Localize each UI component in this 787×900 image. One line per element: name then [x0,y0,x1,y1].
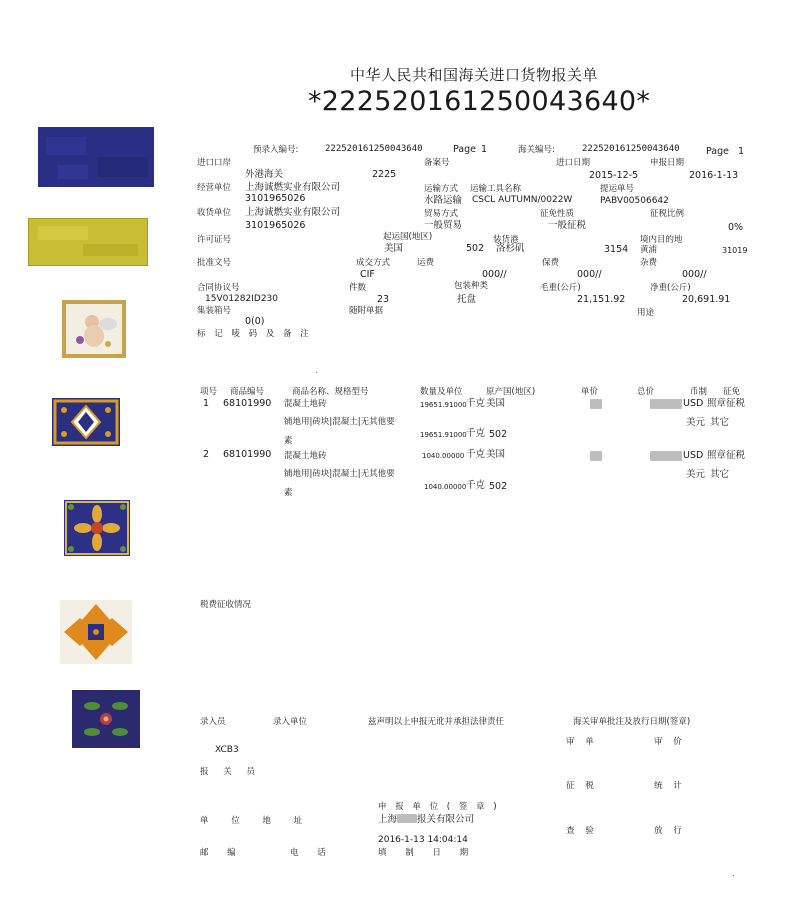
declare-company [378,814,474,825]
deal-mode-label: 成交方式 [356,258,391,268]
insurance-value: 000// [577,269,602,280]
page-label-left: Page [453,144,476,155]
tile-image-orange-cross [60,600,132,664]
item-unit-legal: 千克 [466,428,486,439]
item-no: 2 [203,449,210,460]
item-currency: USD [683,450,704,461]
inspect-label: 查 验 [566,826,598,836]
tile-image-flower [64,500,130,556]
port-value: 外港海关 [245,169,284,180]
item-name: 混凝土地砖 [284,451,327,461]
customs-approval-label: 海关审单批注及放行日期(签章) [573,717,691,727]
tile-texture [64,500,130,556]
levy-nature-label: 征免性质 [540,209,575,219]
approval-label: 批准文号 [197,258,232,268]
tile-texture [38,127,154,187]
docs-label: 随附单据 [349,306,384,316]
col-total-price: 总价 [637,387,655,397]
item-code: 68101990 [223,449,272,460]
item-qty: 19651.91000 [420,401,467,409]
origin-country-code: 502 [466,243,485,254]
declare-unit-label: 申 报 单 位 ( 签 章 ) [378,802,500,812]
declarer-label: 报 关 员 [200,767,261,777]
item-code: 68101990 [223,398,272,409]
item-spec-continued: 素 [284,488,293,498]
item-origin: 美国 [486,398,506,409]
port-label: 进口口岸 [197,158,232,168]
item-other: 其它 [710,417,730,428]
col-quantity-unit: 数量及单位 [420,387,463,397]
bill-no: PABV00506642 [600,196,669,206]
item-origin: 美国 [486,449,506,460]
fill-timestamp: 2016-1-13 14:04:14 [378,835,468,845]
item-spec: 铺地用|砖块|混凝土|无其他要 [284,469,395,479]
declare-date: 2016-1-13 [689,170,739,181]
trade-mode-label: 贸易方式 [424,209,459,219]
col-commodity-code: 商品编号 [230,387,265,397]
misc-value: 000// [682,269,707,280]
consignee-code: 3101965026 [245,220,306,231]
tax-collection-label: 税费征收情况 [200,600,252,610]
marks-remarks-label: 标 记 唛 码 及 备 注 [197,329,312,339]
col-unit-price: 单价 [581,387,599,397]
col-item-no: 项号 [200,387,218,397]
consignee-label: 收货单位 [197,208,232,218]
levy-ratio-value: 0% [728,222,744,233]
unit-address-label: 单 位 地 址 [200,816,313,826]
levy-nature-value: 一般征税 [548,220,587,231]
page-no-right: 1 [738,146,745,157]
company-prefix: 上海 [378,814,398,825]
levy-ratio-label: 征税比例 [650,209,685,219]
col-levy: 征免 [723,387,741,397]
pieces-value: 23 [377,294,390,305]
operator-code: 3101965026 [245,193,306,204]
package-value: 托盘 [457,294,477,305]
trade-mode-value: 一般贸易 [424,220,463,231]
company-suffix: 报关有限公司 [417,814,475,825]
import-date-label: 进口日期 [556,158,591,168]
item-currency-name: 美元 [686,417,706,428]
bill-no-label: 提运单号 [600,184,635,194]
item-no: 1 [203,398,210,409]
loading-port-code: 3154 [604,244,629,255]
gross-weight-value: 21,151.92 [577,294,626,305]
redacted-total-price [650,451,682,461]
page-no-left: 1 [481,144,488,155]
page-label-right: Page [706,146,729,157]
scan-speck [316,372,317,373]
gross-weight-label: 毛重(公斤) [540,283,581,293]
redacted-total-price [650,399,682,409]
customs-no: 222520161250043640 [582,144,680,154]
tile-image-cherub [62,300,126,358]
tile-texture [72,690,140,748]
tile-image-yellow [28,218,148,266]
origin-country-value: 美国 [384,243,404,254]
redacted-company-name [397,814,417,823]
redacted-unit-price [590,451,602,461]
postcode-label: 邮 编 [200,848,244,858]
insurance-label: 保费 [542,258,560,268]
item-levy: 照章征税 [707,450,746,461]
freight-value: 000// [482,269,507,280]
price-review-label: 审 价 [654,737,686,747]
item-unit: 千克 [466,449,486,460]
tile-texture [62,300,126,358]
tile-texture [60,600,132,664]
tile-image-knot-pattern [52,398,120,446]
operator-name: 上海诚燃实业有限公司 [245,182,341,193]
item-unit-legal: 千克 [466,480,486,491]
declaration-barcode-number: *222520161250043640* [308,86,651,117]
item-currency-name: 美元 [686,469,706,480]
item-name: 混凝土地砖 [284,399,327,409]
container-label: 集装箱号 [197,306,232,316]
tile-texture [52,398,120,446]
port-code: 2225 [372,169,397,180]
levy-tax-label: 征 税 [566,781,598,791]
customs-no-label: 海关编号: [518,145,555,155]
entry-unit-label: 录入单位 [273,717,308,727]
document-title: 中华人民共和国海关进口货物报关单 [350,66,599,84]
transport-mode-value: 水路运输 [424,195,463,206]
item-currency: USD [683,398,704,409]
review-label: 审 单 [566,737,598,747]
loading-port-value: 洛杉矶 [496,243,525,254]
col-currency: 币制 [690,387,708,397]
loading-port-label: 装货港 [493,235,519,245]
clerk-code: XCB3 [215,745,239,755]
contract-value: 15V01282ID230 [205,294,279,304]
item-qty: 1040.00000 [422,452,465,460]
col-name-spec: 商品名称、规格型号 [292,387,369,397]
usage-label: 用途 [637,308,655,318]
col-origin: 原产国(地区) [486,387,536,397]
license-label: 许可证号 [197,235,232,245]
destination-value: 黄浦 [640,245,658,255]
pre-entry-no: 222520161250043640 [325,144,423,154]
item-qty-legal: 19651.91000 [420,431,467,439]
operator-label: 经营单位 [197,183,232,193]
pre-entry-no-label: 预录入编号: [253,145,299,155]
deal-mode-value: CIF [360,269,375,280]
destination-code: 31019 [722,246,748,255]
fill-date-label: 填 制 日 期 [378,848,477,858]
declare-date-label: 申报日期 [650,158,685,168]
release-label: 放 行 [654,826,686,836]
entry-clerk-label: 录入员 [200,717,226,727]
item-spec: 铺地用|砖块|混凝土|无其他要 [284,417,395,427]
misc-label: 杂费 [640,258,658,268]
consignee-name: 上海诚燃实业有限公司 [245,207,341,218]
item-qty-legal: 1040.00000 [424,483,467,491]
net-weight-value: 20,691.91 [682,294,731,305]
statistics-label: 统 计 [654,781,686,791]
origin-country-label: 起运国(地区) [383,232,433,242]
record-no-label: 备案号 [424,158,450,168]
net-weight-label: 净重(公斤) [650,283,691,293]
redacted-unit-price [590,399,602,409]
declaration-statement: 兹声明以上申报无讹并承担法律责任 [368,717,505,727]
item-levy: 照章征税 [707,398,746,409]
item-origin-code: 502 [489,481,508,492]
transport-tool-label: 运输工具名称 [470,184,522,194]
tile-image-green-leaves [72,690,140,748]
container-value: 0(0) [245,316,265,327]
destination-label: 境内目的地 [640,235,683,245]
phone-label: 电 话 [290,848,334,858]
item-other: 其它 [710,469,730,480]
scan-speck [733,875,734,876]
package-label: 包装种类 [454,281,489,291]
pieces-label: 件数 [349,283,367,293]
contract-label: 合同协议号 [197,283,240,293]
transport-mode-label: 运输方式 [424,184,459,194]
freight-label: 运费 [417,258,435,268]
item-spec-continued: 素 [284,436,293,446]
item-origin-code: 502 [489,429,508,440]
item-unit: 千克 [466,398,486,409]
import-date: 2015-12-5 [589,170,639,181]
tile-texture [28,218,148,266]
tile-image-dark-blue [38,127,154,187]
transport-tool-value: CSCL AUTUMN/0022W [472,195,573,205]
